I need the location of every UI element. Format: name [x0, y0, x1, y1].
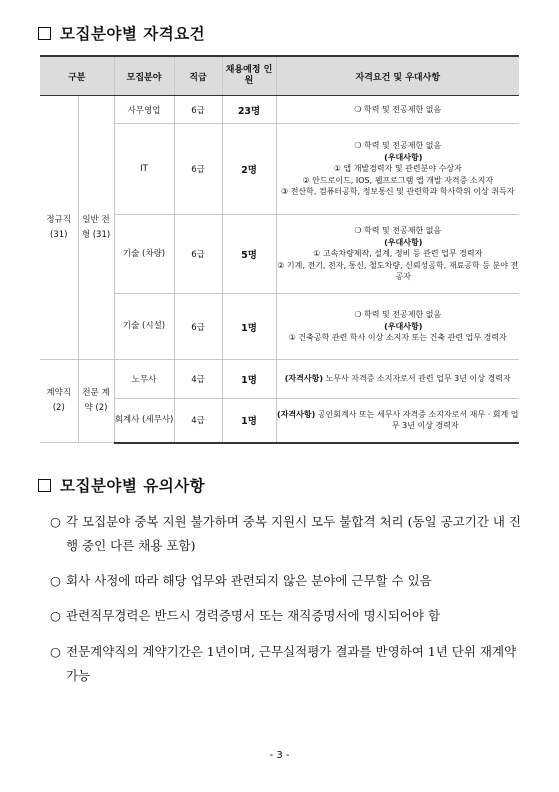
field-cell: IT	[114, 124, 174, 215]
group-professional: 전문 계약 (2)	[78, 360, 114, 443]
count-cell: 2명	[222, 124, 276, 215]
section-title-requirements: 모집분야별 자격요건	[38, 22, 205, 44]
group-general: 일반 전형 (31)	[78, 96, 114, 360]
grade-cell: 6급	[174, 96, 222, 124]
circle-bullet-icon: ○	[50, 608, 61, 623]
checkbox-square-icon	[38, 479, 51, 492]
requirements-cell	[276, 399, 519, 443]
requirements-cell	[276, 124, 519, 215]
requirements-cell	[276, 215, 519, 294]
page-number: - 3 -	[269, 750, 290, 761]
count-cell: 1명	[222, 294, 276, 360]
group-contract: 계약직 (2)	[40, 360, 78, 443]
preference-title: (우대사항)	[384, 237, 423, 247]
preference-item: ① 건축공학 관련 학사 이상 소지자 또는 건축 관련 업무 경력자	[288, 333, 507, 343]
preference-title: (우대사항)	[384, 152, 423, 162]
note-item	[50, 569, 530, 593]
qualification-text: 공인회계사 또는 세무사 자격증 소지자로서 재무 · 회계 업무 3년 이상 경력자	[317, 409, 519, 431]
header-grade: 직급	[174, 56, 222, 96]
note-text: 각 모집분야 중복 지원 불가하며 중복 지원시 모두 불합격 처리 (동일 공고기간 내 진행 중인 다른 채용 포함)	[66, 514, 522, 553]
field-cell: 기술 (시설)	[114, 294, 174, 360]
section-title-notes: 모집분야별 유의사항	[38, 474, 205, 496]
field-cell: 사무영업	[114, 96, 174, 124]
grade-cell: 6급	[174, 294, 222, 360]
requirement-base: ❍ 학력 및 전공제한 없음	[354, 226, 442, 236]
table-row	[40, 360, 519, 399]
circle-bullet-icon: ○	[50, 573, 61, 588]
preference-item: ② 안드로이드, IOS, 웹프로그램 앱 개발 자격증 소지자	[302, 175, 494, 185]
preference-title: (우대사항)	[384, 321, 423, 331]
preference-item: ① 앱 개발경력자 및 관련분야 수상자	[333, 164, 462, 174]
note-text: 관련직무경력은 반드시 경력증명서 또는 재직증명서에 명시되어야 함	[66, 608, 441, 623]
note-item	[50, 510, 530, 558]
preference-item: ③ 전산학, 컴퓨터공학, 정보통신 및 관련학과 학사학위 이상 취득자	[280, 187, 515, 197]
count-cell: 1명	[222, 360, 276, 399]
requirements-cell	[276, 360, 519, 399]
requirements-cell	[276, 96, 519, 124]
grade-cell: 6급	[174, 215, 222, 294]
requirements-cell	[276, 294, 519, 360]
note-item	[50, 604, 530, 628]
checkbox-square-icon	[38, 27, 51, 40]
requirement-base: ❍ 학력 및 전공제한 없음	[354, 104, 442, 114]
qualification-tag: (자격사항)	[284, 374, 323, 384]
header-requirements: 자격요건 및 우대사항	[276, 56, 519, 96]
circle-bullet-icon: ○	[50, 514, 61, 529]
requirement-base: ❍ 학력 및 전공제한 없음	[354, 310, 442, 320]
field-cell: 회계사 (세무사)	[114, 399, 174, 443]
group-regular: 정규직 (31)	[40, 96, 78, 360]
header-field: 모집분야	[114, 56, 174, 96]
grade-cell: 6급	[174, 124, 222, 215]
note-item	[50, 640, 530, 688]
grade-cell: 4급	[174, 399, 222, 443]
field-cell: 기술 (차량)	[114, 215, 174, 294]
grade-cell: 4급	[174, 360, 222, 399]
preference-item: ② 기계, 전기, 전자, 통신, 철도차량, 신뢰성공학, 재료공학 등 분야 전공자	[277, 260, 519, 282]
header-division: 구분	[40, 56, 114, 96]
circle-bullet-icon: ○	[50, 644, 61, 659]
qualification-tag: (자격사항)	[277, 409, 316, 419]
preference-item: ① 고속차량제작, 설계, 정비 등 관련 업무 경력자	[313, 249, 483, 259]
header-count: 채용예정 인원	[222, 56, 276, 96]
requirements-table	[40, 55, 519, 444]
requirement-base: ❍ 학력 및 전공제한 없음	[354, 141, 442, 151]
table-row	[40, 96, 519, 124]
count-cell: 1명	[222, 399, 276, 443]
note-text: 전문계약직의 계약기간은 1년이며, 근무실적평가 결과를 반영하여 1년 단위 재계약 가능	[66, 644, 517, 683]
table-header-row	[40, 56, 519, 96]
count-cell: 5명	[222, 215, 276, 294]
count-cell: 23명	[222, 96, 276, 124]
qualification-text: 노무사 자격증 소지자로서 관련 업무 3년 이상 경력자	[325, 374, 511, 384]
note-text: 회사 사정에 따라 해당 업무와 관련되지 않은 분야에 근무할 수 있음	[66, 573, 432, 588]
field-cell: 노무사	[114, 360, 174, 399]
